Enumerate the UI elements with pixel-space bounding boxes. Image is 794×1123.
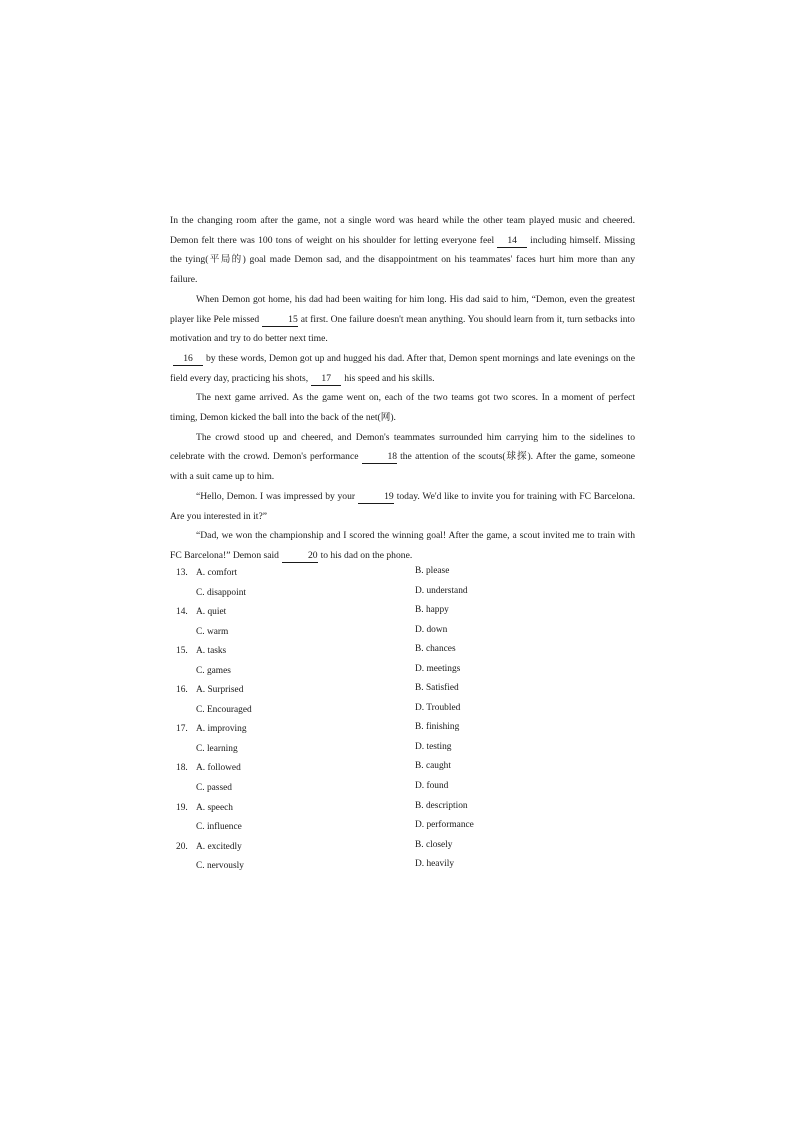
blank-18: 18 (362, 451, 398, 464)
blank-19: 19 (358, 491, 394, 504)
option-a: A. excitedly (196, 841, 242, 852)
paragraph-text: “Hello, Demon. I was impressed by your (196, 490, 356, 502)
paragraph-text: today. We'd like to invite you for training with FC Barcelona. Are you interested in it?” (170, 490, 635, 522)
passage-paragraph-5 (170, 428, 635, 487)
option-b: B. finishing (415, 722, 460, 733)
blank-17: 17 (311, 373, 341, 386)
passage-paragraph-7 (170, 526, 635, 565)
option-b: B. closely (415, 839, 453, 850)
question-number: 15. (176, 646, 188, 657)
option-d: D. testing (415, 741, 452, 752)
option-b: B. please (415, 566, 450, 576)
option-c: C. warm (196, 626, 229, 637)
option-d: D. understand (415, 585, 468, 596)
option-c: C. nervously (196, 861, 244, 872)
option-c: C. disappoint (196, 587, 247, 598)
option-b: B. caught (415, 761, 451, 772)
question-row (176, 703, 616, 723)
paragraph-text: to his dad on the phone. (320, 549, 413, 561)
question-row (176, 644, 616, 664)
question-list (176, 566, 616, 879)
question-row (176, 625, 616, 645)
option-d: D. down (415, 624, 448, 635)
option-c: C. games (196, 665, 231, 676)
question-row (176, 820, 616, 840)
question-row (176, 859, 616, 879)
option-c: C. influence (196, 822, 242, 833)
paragraph-text: by these words, Demon got up and hugged his dad. After that, Demon spent mornings and late evenings on the field every day, practicing his shots, (170, 352, 635, 384)
question-row (176, 761, 616, 781)
option-c: C. learning (196, 743, 238, 754)
question-row (176, 605, 616, 625)
question-number: 20. (176, 841, 188, 852)
question-number: 18. (176, 763, 188, 774)
option-d: D. performance (415, 820, 474, 831)
question-number: 17. (176, 724, 188, 735)
question-number: 16. (176, 685, 188, 696)
question-number: 19. (176, 802, 188, 813)
option-b: B. chances (415, 644, 456, 655)
option-b: B. description (415, 800, 468, 811)
option-a: A. Surprised (196, 685, 244, 696)
paragraph-text: The crowd stood up and cheered, and Demon's teammates surrounded him carrying him to the sidelines to celebrate with the crowd. Demon's performance (170, 431, 635, 463)
option-a: A. comfort (196, 568, 238, 578)
option-a: A. quiet (196, 607, 227, 618)
option-b: B. Satisfied (415, 683, 459, 694)
blank-15: 15 (262, 314, 298, 327)
question-number: 13. (176, 568, 188, 578)
question-row (176, 586, 616, 606)
passage-paragraph-6 (170, 487, 635, 526)
question-row (176, 840, 616, 860)
passage-paragraph-3 (170, 349, 635, 388)
question-row (176, 722, 616, 742)
option-a: A. improving (196, 724, 247, 735)
question-number: 14. (176, 607, 188, 618)
question-row (176, 664, 616, 684)
paragraph-text: the attention of the scouts(球探). After the game, someone with a suit came up to him. (170, 451, 635, 483)
blank-16: 16 (173, 353, 203, 366)
paragraph-text: his speed and his skills. (344, 372, 435, 384)
question-row (176, 566, 616, 586)
option-a: A. tasks (196, 646, 227, 657)
passage-paragraph-4: The next game arrived. As the game went on, each of the two teams got two scores. In a moment of perfect timing, Demon kicked the ball into the back of the net(网). (170, 392, 635, 424)
question-row (176, 742, 616, 762)
passage-paragraph-2 (170, 290, 635, 349)
option-a: A. followed (196, 763, 241, 774)
paragraph-text: In the changing room after the game, not a single word was heard while the other team played music and cheered. Demon felt there was 100 tons of weight on his shoulder for letting everyone feel (170, 215, 635, 246)
paragraph-text: including himself. Missing the tying(平局的) goal made Demon sad, and the disappointment on his teammates' faces hurt him more than any failure. (170, 234, 635, 286)
option-d: D. heavily (415, 859, 455, 870)
option-d: D. meetings (415, 663, 461, 674)
option-b: B. happy (415, 605, 449, 616)
paragraph-text: When Demon got home, his dad had been waiting for him long. His dad said to him, “Demon, even the greatest player like Pele missed (170, 293, 635, 325)
cloze-passage (170, 211, 635, 566)
question-row (176, 781, 616, 801)
option-d: D. found (415, 781, 449, 792)
blank-20: 20 (282, 550, 318, 563)
option-d: D. Troubled (415, 702, 461, 713)
paragraph-text: “Dad, we won the championship and I scored the winning goal! After the game, a scout invited me to train with FC Barcelona!” Demon said (170, 530, 635, 561)
blank-14: 14 (497, 235, 527, 248)
option-a: A. speech (196, 802, 233, 813)
question-row (176, 683, 616, 703)
question-row (176, 801, 616, 821)
option-c: C. Encouraged (196, 704, 252, 715)
passage-paragraph-1 (170, 211, 635, 290)
option-c: C. passed (196, 783, 232, 794)
paragraph-text: at first. One failure doesn't mean anything. You should learn from it, turn setbacks into motivation and try to do better next time. (170, 313, 635, 345)
